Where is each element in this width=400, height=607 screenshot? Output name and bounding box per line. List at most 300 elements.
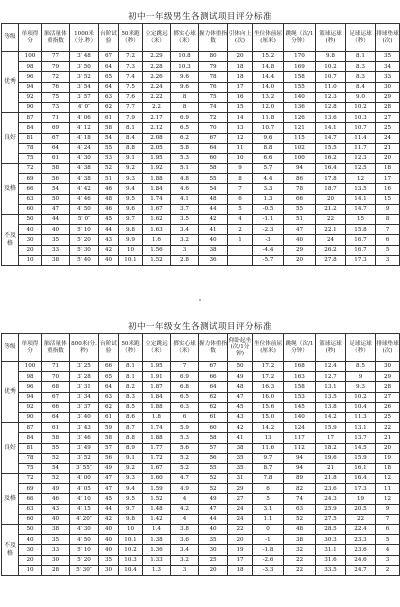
table-cell: 4′ 46 [70,194,99,204]
table-cell: 24.3 [316,494,346,504]
table-cell: 17.3 [346,255,376,265]
table-cell: 5 [376,245,400,255]
table-cell: 87 [19,113,42,123]
header-cell: 握力体重指数 [199,334,228,362]
table-cell: 35 [228,453,253,463]
table-cell: 30 [19,545,42,555]
table-cell: 4′ 38 [70,164,99,174]
boys-score-sheet [0,11,400,266]
table-cell: 40 [199,235,228,245]
grade-cell: 优秀 [2,362,19,423]
table-cell: 57 [199,443,228,453]
table-cell: 52 [284,514,316,524]
table-cell: 42 [228,423,253,433]
table-cell: 96 [19,72,42,82]
table-cell: 25 [376,412,400,422]
table-cell: 13 [228,123,253,133]
header-cell: 等级 [2,24,19,52]
table-cell: 61 [99,412,119,422]
table-cell: 22 [284,555,316,565]
table-cell: 69 [42,123,70,133]
table-cell: 8.6 [119,412,143,422]
table-cell: 61 [42,423,70,433]
table-cell: 3′ 34 [70,392,99,402]
table-cell: 27.8 [316,255,346,265]
table-cell: 1.87 [143,382,171,392]
table-cell: 20 [19,245,42,255]
table-cell: 9.2 [119,463,143,473]
table-cell: 2 [228,225,253,235]
table-cell: 78 [19,453,42,463]
table-cell: 3.5 [171,215,199,225]
table-cell: 27 [228,494,253,504]
table-cell: 24.7 [346,565,376,575]
table-cell: 5.2 [171,453,199,463]
table-cell: 9 [376,504,400,514]
table-cell: 23.6 [346,545,376,555]
table-cell: 3′ 50 [70,62,99,72]
table-cell: 87 [19,423,42,433]
header-cell: 排球垫球(次) [376,334,400,362]
table-row [2,204,400,214]
table-cell: 63 [99,392,119,402]
table-row [2,362,400,372]
girls-header-row [2,334,400,362]
page-dot [199,299,201,301]
table-cell: 5.6 [171,443,199,453]
table-cell: 158 [284,72,316,82]
table-cell: 94 [284,453,316,463]
table-cell: 1.88 [143,402,171,412]
table-cell: 35 [228,463,253,473]
table-cell: 10.2 [346,102,376,112]
table-cell: 14.7 [346,204,376,214]
table-cell: 44 [99,504,119,514]
table-cell: 52 [199,474,228,484]
table-cell: 1.60 [143,474,171,484]
table-row [2,392,400,402]
table-cell: 75 [19,463,42,473]
table-cell: 8.7 [253,463,284,473]
table-cell: 4.9 [171,484,199,494]
table-cell: 2.22 [143,92,171,102]
table-row [2,504,400,514]
table-cell: 1.67 [143,463,171,473]
table-cell: 64 [42,143,70,153]
table-cell: 1.52 [143,255,171,265]
table-cell: 3′ 40 [70,412,99,422]
table-cell: 12 [228,133,253,143]
table-cell: 43 [42,504,70,514]
table-cell: 2.2 [143,102,171,112]
table-cell: 55 [284,204,316,214]
table-cell [228,255,253,265]
table-cell: 63 [99,92,119,102]
table-row [2,443,400,453]
table-cell: 7 [376,514,400,524]
table-cell: 14.7 [316,133,346,143]
table-cell: 3′ 25 [70,362,99,372]
table-cell: 121 [284,123,316,133]
table-cell: 62 [199,402,228,412]
table-cell: 50 [19,525,42,535]
table-cell: 89 [284,474,316,484]
table-cell: 8.7 [119,423,143,433]
table-cell: 10.3 [171,62,199,72]
table-row [2,52,400,62]
table-cell: 1.91 [143,372,171,382]
table-cell: 54 [42,463,70,473]
table-cell: 10.2 [119,545,143,555]
table-row [2,82,400,92]
table-cell: 8 [171,102,199,112]
table-cell: 48 [284,525,316,535]
table-cell: 145 [284,402,316,412]
table-cell: 51 [99,174,119,184]
table-cell: 17.2 [253,372,284,382]
table-cell: 47 [284,225,316,235]
table-row [2,72,400,82]
table-cell: 27 [376,113,400,123]
table-cell: 52 [199,484,228,494]
table-cell: 6.5 [171,392,199,402]
table-cell: 15 [346,215,376,225]
table-cell: 66 [199,372,228,382]
table-cell: 49 [99,463,119,473]
table-cell: 30 [42,555,70,565]
table-cell: 4′ 50 [70,535,99,545]
table-cell: 5.9 [171,423,199,433]
table-cell: 6.5 [171,123,199,133]
table-cell: 29 [228,484,253,494]
table-cell: 7 [376,225,400,235]
table-cell: 43 [228,412,253,422]
table-cell: 71 [42,362,70,372]
table-cell: 41 [199,225,228,235]
table-cell: 58 [99,433,119,443]
table-cell: 75 [199,92,228,102]
table-cell: 21 [316,463,346,473]
table-cell: -0.5 [253,204,284,214]
table-cell: 117 [284,433,316,443]
table-cell: 7.2 [119,52,143,62]
table-cell: 17.8 [316,174,346,184]
grade-cell: 不及格 [2,525,19,576]
table-cell: 7.5 [119,82,143,92]
table-cell: 8.1 [119,372,143,382]
table-cell: 2.26 [143,72,171,82]
table-cell: 11 [376,484,400,494]
table-cell: 35 [42,535,70,545]
table-cell: 82 [284,484,316,494]
table-cell: 76 [42,82,70,92]
table-cell: 3′ 52 [70,72,99,82]
table-cell: 9.7 [119,215,143,225]
table-cell: 4′ 15 [70,504,99,514]
table-cell: 10.7 [346,123,376,133]
table-cell: 3′ 55″ [70,463,99,473]
table-cell: 21.2 [316,204,346,214]
table-cell: 11.7 [346,143,376,153]
table-cell: 33 [42,545,70,555]
table-cell: 3′ 57 [70,92,99,102]
table-cell: 10 [19,255,42,265]
table-cell: 73 [42,102,70,112]
table-cell: 10.2 [316,62,346,72]
table-cell: 64 [199,382,228,392]
table-cell: 28.5 [316,525,346,535]
table-cell: 46 [99,204,119,214]
table-cell: 22 [346,514,376,524]
table-cell: 29 [376,372,400,382]
table-cell: 1.72 [143,453,171,463]
table-cell: 54 [42,184,70,194]
table-cell: 75 [19,153,42,163]
table-cell: 66 [99,362,119,372]
table-cell: 163 [284,372,316,382]
table-cell: 18 [376,164,400,174]
table-row [2,133,400,143]
table-cell: 102 [284,143,316,153]
table-cell: 3′ 54 [70,82,99,92]
table-cell: 3.2 [171,555,199,565]
table-cell: 4.2 [171,504,199,514]
table-cell: 45 [99,215,119,225]
table-cell: 17 [376,174,400,184]
table-cell: 33 [376,72,400,82]
table-cell: 52 [99,164,119,174]
table-cell: 1.95 [143,153,171,163]
table-cell: 15.9 [346,453,376,463]
table-cell: 1.8 [143,412,171,422]
table-cell: 13.5 [346,184,376,194]
table-cell: 69 [19,174,42,184]
table-cell: 2 [376,565,400,575]
table-cell: 4′ 0″ [70,102,99,112]
header-cell: 台阶试验 [99,334,119,362]
table-cell: 43 [99,235,119,245]
table-cell: 11.8 [253,113,284,123]
table-cell: 16.7 [346,245,376,255]
table-cell: 81 [19,133,42,143]
header-cell: 足球运球（秒） [346,24,376,52]
table-cell: 20 [228,535,253,545]
table-cell: 21 [376,433,400,443]
table-cell: 16.7 [346,235,376,245]
table-cell: 24 [316,235,346,245]
table-cell: 12.0 [253,102,284,112]
table-cell: 5 [228,204,253,214]
table-cell: 9.1 [119,153,143,163]
table-cell: 30.3 [316,535,346,545]
table-cell: 7.4 [119,72,143,82]
table-cell: 66 [42,402,70,412]
table-cell: 38 [228,443,253,453]
table-cell: 9.4 [119,484,143,494]
table-cell: 6 [171,412,199,422]
table-cell: 25.9 [316,504,346,514]
table-cell: 80 [199,52,228,62]
table-cell: 5.7 [253,164,284,174]
table-cell: 3.4 [171,225,199,235]
table-cell: 20 [199,565,228,575]
table-cell: 8.8 [253,143,284,153]
table-cell: 64 [99,82,119,92]
table-cell: 92 [19,92,42,102]
table-cell: 9 [376,204,400,214]
header-cell: 等级 [2,334,19,362]
table-cell: 1.3 [143,565,171,575]
table-row [2,565,400,575]
table-cell: 17 [228,555,253,565]
table-cell: 3.4 [171,545,199,555]
table-cell: 23.3 [346,535,376,545]
table-cell: 7.9 [119,113,143,123]
table-cell: 3′ 48 [70,52,99,62]
table-cell: 10.1 [119,535,143,545]
table-cell: 53 [99,153,119,163]
table-cell: 15.6 [253,402,284,412]
table-row [2,194,400,204]
table-cell: 12.5 [346,164,376,174]
table-cell: 100 [19,362,42,372]
table-cell: 67 [199,362,228,372]
header-cell: 1000米（分.秒） [70,24,99,52]
table-cell: 74 [284,494,316,504]
table-cell: 12.8 [316,102,346,112]
table-cell: 19 [228,545,253,555]
table-cell: 2.05 [143,143,171,153]
table-cell: 9 [228,164,253,174]
table-row [2,225,400,235]
table-cell: 31.1 [316,545,346,555]
table-cell: 90 [19,412,42,422]
table-cell: 3 [171,245,199,255]
table-cell: 19.6 [316,453,346,463]
table-cell: 30 [19,235,42,245]
table-cell: 10.7 [316,72,346,82]
header-cell: 掷实心球（米） [171,24,199,52]
grade-cell: 良好 [2,113,19,164]
table-cell: 49 [228,372,253,382]
header-cell: 单项得分 [19,334,42,362]
table-cell: 22.4 [346,525,376,535]
table-cell: 2.28 [143,62,171,72]
table-cell: 23.6 [316,484,346,494]
table-cell: 7.3 [119,62,143,72]
table-cell: 11.3 [346,412,376,422]
table-cell: 3′ 46 [70,433,99,443]
table-cell: 14 [228,113,253,123]
table-cell: 4.1 [171,194,199,204]
table-cell: 2.08 [143,133,171,143]
table-cell: 18.7 [316,184,346,194]
table-cell: 57 [99,443,119,453]
table-cell: 71 [42,113,70,123]
table-cell: 18 [376,463,400,473]
table-cell: 58 [99,123,119,133]
table-cell: 58 [42,433,70,443]
table-cell: 24 [228,504,253,514]
table-cell: 11 [228,143,253,153]
table-cell: 25 [199,555,228,565]
table-cell: 63 [284,504,316,514]
table-cell: 38 [199,245,228,255]
table-cell: 22 [316,215,346,225]
table-cell: 15.5 [316,143,346,153]
table-cell: 3′ 49 [70,443,99,453]
header-cell: 800米(分.秒) [70,334,99,362]
table-cell: -1.1 [253,215,284,225]
table-cell: 44 [199,204,228,214]
table-cell: 78 [19,143,42,153]
table-cell: 5 [253,494,284,504]
table-cell: 47 [99,474,119,484]
table-cell: 4.6 [171,184,199,194]
table-cell: 10.4 [346,402,376,412]
table-cell: 13.1 [316,382,346,392]
table-row [2,402,400,412]
grade-cell: 及格 [2,164,19,215]
table-row [2,255,400,265]
table-cell: 9.0 [346,92,376,102]
table-cell: 1.6 [143,235,171,245]
table-cell: 60 [199,423,228,433]
table-cell: 35 [99,555,119,565]
table-cell: 7 [228,184,253,194]
table-cell: 86 [284,174,316,184]
table-cell: 54 [99,133,119,143]
table-cell: 67 [199,133,228,143]
table-cell: 1.62 [143,215,171,225]
table-row [2,372,400,382]
table-cell: 124 [284,423,316,433]
table-cell: 5′ 20 [70,555,99,565]
table-cell: 47 [42,204,70,214]
table-cell: 15 [376,194,400,204]
table-cell: 3′ 37 [70,402,99,412]
table-cell: 16.2 [316,153,346,163]
table-row [2,143,400,153]
girls-table-title: 初中一年级女生各测试项目评分标准 [127,322,272,332]
table-cell: 1 [228,235,253,245]
table-cell: 3 [376,555,400,565]
table-cell: 98 [19,372,42,382]
table-cell: 46 [99,184,119,194]
table-cell: 4′ 12 [70,123,99,133]
table-cell: 64 [99,62,119,72]
table-cell: 64 [199,143,228,153]
table-cell: 11.4 [346,133,376,143]
table-cell: 26.2 [316,245,346,255]
table-cell: 78 [199,72,228,82]
table-cell: 12 [346,174,376,184]
table-cell: 4′ 10 [70,494,99,504]
table-cell: 10.1 [119,255,143,265]
table-cell: 47 [199,504,228,514]
table-cell: -1.8 [253,545,284,555]
table-cell: 79 [199,62,228,72]
table-cell: 19 [376,453,400,463]
table-cell: 1.84 [143,392,171,402]
table-cell: 61 [99,113,119,123]
table-cell: 1.3 [253,194,284,204]
header-cell: 单项得分 [19,24,42,52]
table-cell: 20 [376,153,400,163]
table-cell: 21.8 [316,474,346,484]
table-cell: 2.17 [143,113,171,123]
table-cell: 52 [42,453,70,463]
